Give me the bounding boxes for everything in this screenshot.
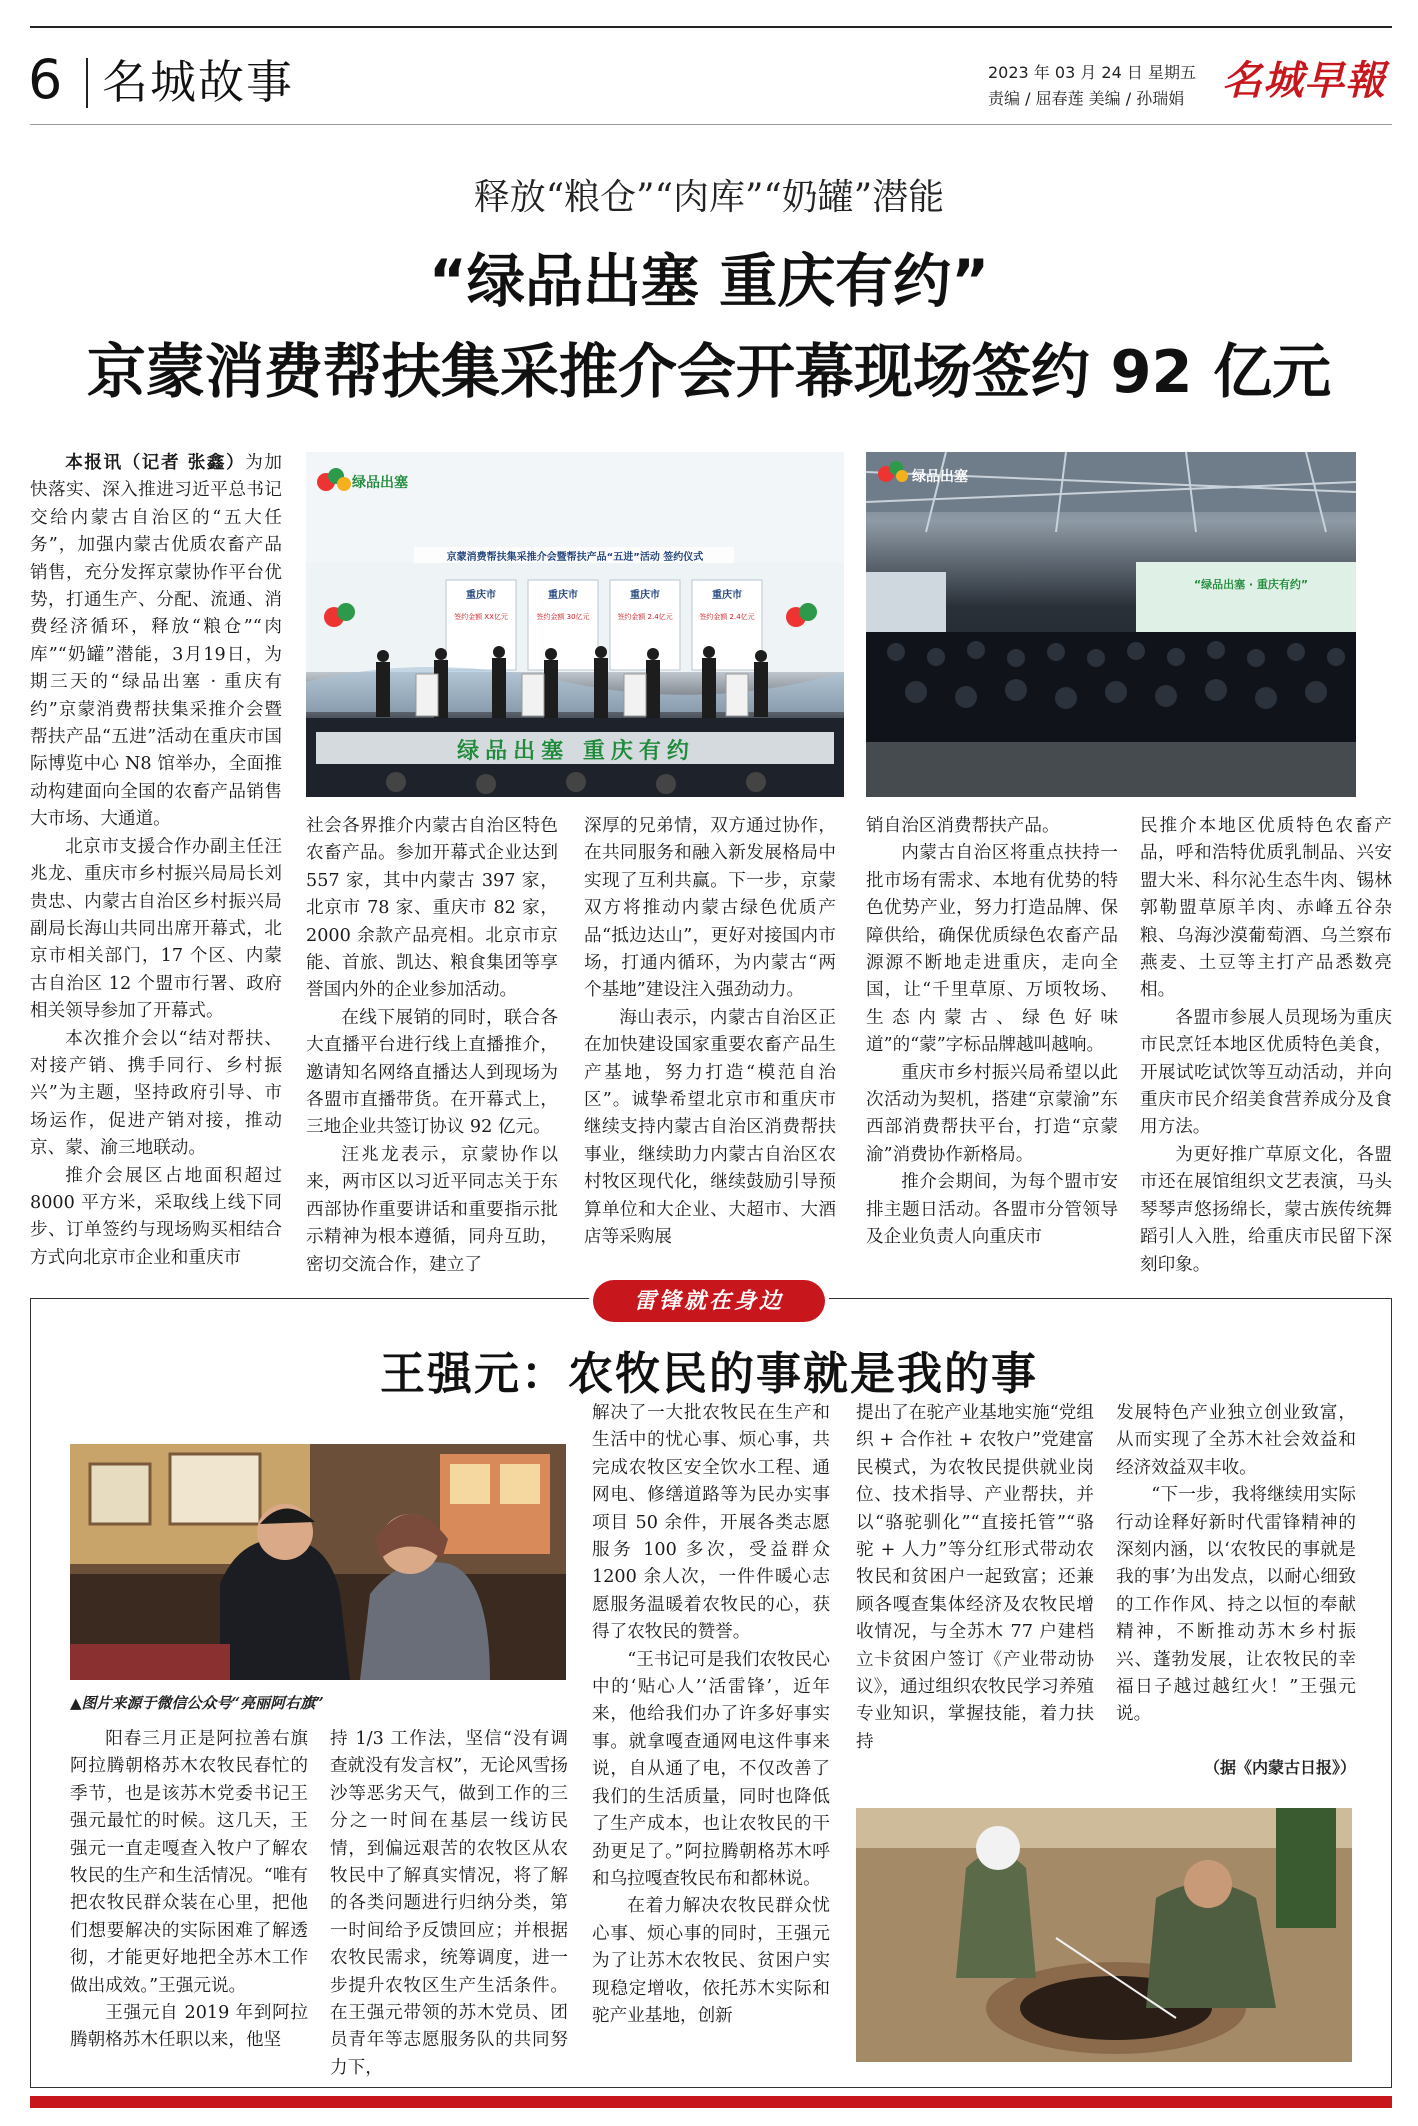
story1-col4-para-2: 内蒙古自治区将重点扶持一批市场有需求、本地有优势的特色优势产业，努力打造品牌、保障供给，确保优质绿色农畜产品源源不断地走进重庆，走向全国，让“千里草原、万顷牧场、生态内蒙古、绿色好味道”的“蒙”字标品牌越叫越响。 [866, 843, 1118, 1056]
story1-col1-para-2: 北京市支援合作办副主任汪兆龙、重庆市乡村振兴局局长刘贵忠、内蒙古自治区乡村振兴局副局长海山共同出席开幕式，北京市相关部门，17 个区、内蒙古自治区 12 个盟市行署、政府相关领导参加了开幕式。 [30, 836, 282, 1022]
story1-col1-para-4: 推介会展区占地面积超过 8000 平方米，采取线上线下同步、订单签约与现场购买相结合方式向北京市企业和重庆市 [30, 1165, 282, 1268]
photo1-board-amount-1: 签约金额 XX亿元 [454, 613, 508, 621]
well-work-photo [856, 1808, 1352, 2062]
story1-kicker: 释放“粮仓”“肉库”“奶罐”潜能 [473, 177, 945, 218]
masthead-divider [86, 58, 88, 108]
exhibition-hall-photo [866, 452, 1356, 797]
story2-colD-para-1: 提出了在驼产业基地实施“党组织 + 合作社 + 农牧户”党建富民模式，为农牧民提供就业岗位、技术指导、产业帮扶，并以“骆驼驯化”“直接托管”“骆驼 + 人力”等分红形式带动农牧民和贫困户一起致富；还兼顾各嘎查集体经济及农牧民增收情况，与全苏木 77 户建档立卡贫困户签订《产业带动协议》，通过组织农牧民学习养殖专业知识，掌握技能，着力扶持 [856, 1403, 1094, 1752]
top-rule [30, 26, 1392, 28]
photo1-board-amount-4: 签约金额 2.4亿元 [699, 613, 755, 621]
story1-col3-para-2: 海山表示，内蒙古自治区正在加快建设国家重要农畜产品生产基地，努力打造“模范自治区”。诚挚希望北京市和重庆市继续支持内蒙古自治区消费帮扶事业，继续助力内蒙古自治区农村牧区现代化，继续鼓励引导预算单位和大企业、大超市、大酒店等采购展 [584, 1007, 836, 1248]
editors-line: 责编 / 屈春莲 美编 / 孙瑞娟 [988, 89, 1185, 108]
story1-col1-para-1: 为加快落实、深入推进习近平总书记交给内蒙古自治区的“五大任务”，加强内蒙古优质农畜产品销售，充分发挥京蒙协作平台优势，打通生产、分配、流通、消费经济循环，释放“粮仓”“肉库”“奶罐”潜能，3月19日，为期三天的“绿品出塞 · 重庆有约”京蒙消费帮扶集采推介会暨帮扶产品“五进”活动在重庆市国际博览中心 N8 馆举办，全面推动构建面向全国的农畜产品销售大市场、大通道。 [30, 453, 282, 830]
photo1-board-amount-2: 签约金额 30亿元 [536, 613, 590, 621]
story1-col5-para-1: 民推介本地区优质特色农畜产品，呼和浩特优质乳制品、兴安盟大米、科尔沁生态牛肉、锡林郭勒盟草原羊肉、赤峰五谷杂粮、乌海沙漠葡萄酒、乌兰察布燕麦、土豆等主打产品悉数亮相。 [1140, 816, 1392, 1001]
story1-col4-para-1: 销自治区消费帮扶产品。 [866, 816, 1060, 836]
story1-col4-para-4: 推介会期间，为每个盟市安排主题日活动。各盟市分管领导及企业负责人向重庆市 [866, 1172, 1118, 1248]
story1-col3-para-1: 深厚的兄弟情，双方通过协作，在共同服务和融入新发展格局中实现了互利共赢。下一步，京蒙双方将推动内蒙古绿色优质产品“抵边达山”，更好对接国内市场，打通内循环，为内蒙古“两个基地”建设注入强劲动力。 [584, 816, 836, 1001]
photo1-stage-text: 绿品出塞 重庆有约 [457, 739, 695, 764]
story2-headline: 王强元：农牧民的事就是我的事 [379, 1347, 1038, 1400]
story1-headline-2: 京蒙消费帮扶集采推介会开幕现场签约 92 亿元 [86, 337, 1332, 406]
photo2-screen-title: “绿品出塞 · 重庆有约” [1193, 578, 1309, 591]
story2-column-3 [592, 1400, 830, 2066]
story2-column-2 [330, 1726, 568, 2078]
column-tag-text: 雷锋就在身边 [633, 1288, 784, 1314]
date-line: 2023 年 03 月 24 日 星期五 [988, 63, 1196, 82]
visit-scene-illustration [70, 1444, 566, 1680]
paper-name-logo: 名城早報 [1222, 57, 1386, 104]
story2-colC-para-1: 解决了一大批农牧民在生产和生活中的忧心事、烦心事，共完成农牧区安全饮水工程、通网电、修缮道路等为民办实事项目 50 余件，开展各类志愿服务 100 多次，受益群众 1200 余人次，一件件暖心志愿服务温暖着农牧民的心，获得了农牧民的赞誉。 [592, 1403, 830, 1643]
section-title: 名城故事 [102, 55, 294, 109]
photo1-banner-title: 京蒙消费帮扶集采推介会暨帮扶产品“五进”活动 签约仪式 [446, 552, 704, 563]
story2-colC-para-2: “王书记可是我们农牧民心中的‘贴心人’‘活雷锋’，近年来，他给我们办了许多好事实事。就拿嘎查通网电这件事来说，自从通了电，不仅改善了我们的生活质量，同时也降低了生产成本，也让农牧民的干劲更足了。”阿拉腾朝格苏木呼和乌拉嘎查牧民布和都林说。 [592, 1649, 830, 1889]
story1-col5-para-2: 各盟市参展人员现场为重庆市民烹饪本地区优质特色美食，开展试吃试饮等互动活动，并向重庆市民介绍美食营养成分及食用方法。 [1140, 1007, 1392, 1138]
story2-colC-para-3: 在着力解决农牧民群众忧心事、烦心事的同时，王强元为了让苏木农牧民、贫困户实现稳定增收，依托苏木实际和驼产业基地，创新 [592, 1896, 830, 2026]
story2-colB-para-1: 持 1/3 工作法，坚信“没有调查就没有发言权”，无论风雪扬沙等恶劣天气，做到工作的三分之一时间在基层一线访民情，到偏远艰苦的农牧区从农牧民中了解真实情况，将了解的各类问题进行归纳分类，第一时间给予反馈回应；并根据农牧民需求，统筹调度，进一步提升农牧区生产生活条件。在王强元带领的苏木党员、团员青年等志愿服务队的共同努力下， [330, 1729, 568, 2078]
story1-col1-para-3: 本次推介会以“结对帮扶、对接产销、携手同行、乡村振兴”为主题，坚持政府引导、市场运作，促进产销对接，推动京、蒙、渝三地联动。 [30, 1028, 282, 1159]
photo1-board-city-3: 重庆市 [630, 590, 660, 601]
story2-colE-para-1: 发展特色产业独立创业致富，从而实现了全苏木社会效益和经济效益双丰收。 [1116, 1403, 1356, 1478]
photo1-board-amount-3: 签约金额 2.4亿元 [617, 613, 673, 621]
story2-column-5 [1116, 1400, 1356, 1775]
photo1-board-city-4: 重庆市 [712, 590, 742, 601]
story1-col2-para-2: 在线下展销的同时，联合各大直播平台进行线上直播推介，邀请知名网络直播达人到现场为各盟市直播带货。在开幕式上，三地企业共签订协议 92 亿元。 [306, 1007, 558, 1138]
story1-column-5 [1140, 813, 1392, 1275]
signing-ceremony-photo [306, 452, 844, 797]
photo1-board-city-1: 重庆市 [466, 590, 496, 601]
story1-column-1 [30, 450, 282, 1268]
column-tag [593, 1280, 825, 1322]
well-work-illustration [856, 1808, 1352, 2062]
photo1-logo-text: 绿品出塞 [352, 475, 408, 491]
story2-colA-para-1: 阳春三月正是阿拉善右旗阿拉腾朝格苏木农牧民春忙的季节，也是该苏木党委书记王强元最忙的时候。这几天，王强元一直走嘎查入牧户了解农牧民的生产和生活情况。“唯有把农牧民群众装在心里，把他们想要解决的实际困难了解透彻，才能更好地把全苏木工作做出成效。”王强元说。 [70, 1729, 308, 1996]
story1-col5-para-3: 为更好推广草原文化，各盟市还在展馆组织文艺表演，马头琴琴声悠扬绵长，蒙古族传统舞蹈引人入胜，给重庆市民留下深刻印象。 [1140, 1144, 1392, 1275]
story2-colA-para-2: 王强元自 2019 年到阿拉腾朝格苏木任职以来，他坚 [70, 2003, 308, 2051]
story2-colE-para-2: “下一步，我将继续用实际行动诠释好新时代雷锋精神的深刻内涵，以‘农牧民的事就是我的事’为出发点，以耐心细致的工作作风、持之以恒的奉献精神，不断推动苏木乡村振兴、蓬勃发展，让农牧民的幸福日子越过越红火！”王强元说。 [1116, 1485, 1356, 1725]
story1-headline-1: “绿品出塞 重庆有约” [428, 247, 990, 315]
page-bottom-bar [30, 2096, 1392, 2108]
photo-caption: ▲图片来源于微信公众号“亮丽阿右旗” [70, 1694, 324, 1712]
story1-col2-para-3: 汪兆龙表示，京蒙协作以来，两市区以习近平同志关于东西部协作重要讲话和重要指示批示精神为根本遵循，同舟互助，密切交流合作，建立了 [306, 1144, 558, 1275]
story1-col4-para-3: 重庆市乡村振兴局希望以此次活动为契机，搭建“京蒙渝”东西部消费帮扶平台，打造“京蒙渝”消费协作新格局。 [866, 1062, 1118, 1165]
story1-byline: 本报讯（记者 张鑫） [65, 453, 246, 473]
visit-herder-photo [70, 1444, 566, 1680]
exhibition-hall-illustration [866, 452, 1356, 797]
story2-source: （据《内蒙古日报》） [1203, 1758, 1356, 1777]
photo2-logo-text: 绿品出塞 [912, 469, 968, 485]
masthead-bottom-rule [30, 124, 1392, 125]
page-number: 6 [28, 48, 63, 111]
story2-column-1 [70, 1726, 308, 2066]
story1-column-2 [306, 813, 558, 1275]
story1-column-4 [866, 813, 1118, 1265]
story1-col2-para-1: 社会各界推介内蒙古自治区特色农畜产品。参加开幕式企业达到 557 家，其中内蒙古 397 家，北京市 78 家、重庆市 82 家，2000 余款产品亮相。北京市京能、首旅、凯达、粮食集团等享誉国内外的企业参加活动。 [306, 816, 558, 1001]
story1-column-3 [584, 813, 836, 1265]
photo1-board-city-2: 重庆市 [548, 590, 578, 601]
story2-column-4 [856, 1400, 1094, 1790]
